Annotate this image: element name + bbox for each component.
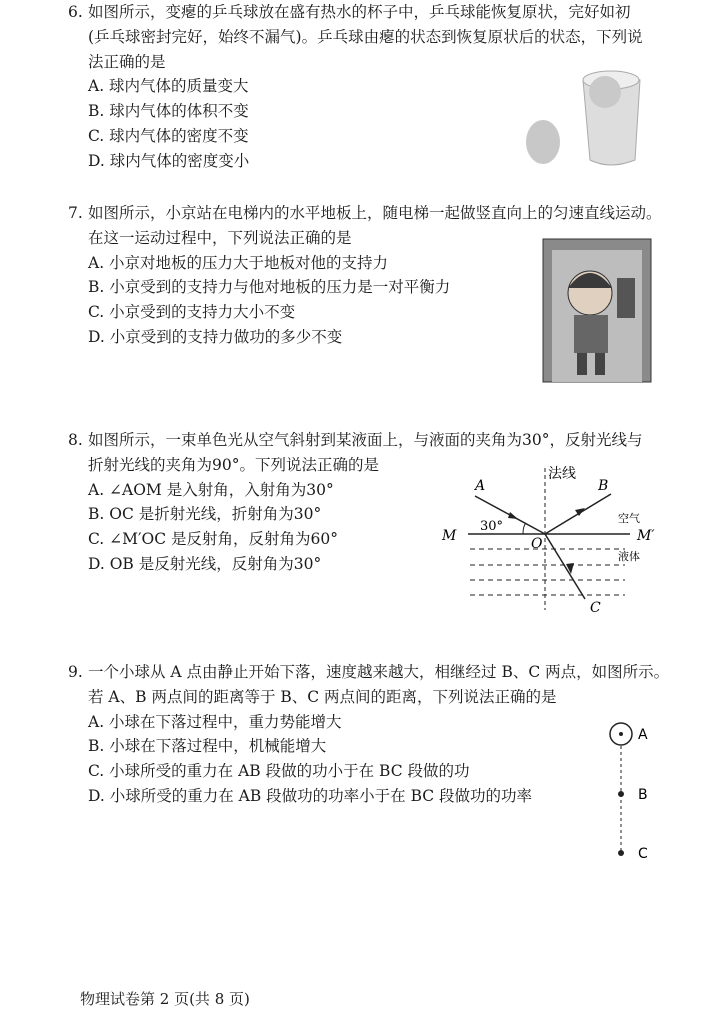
question-text: (乒乓球密封完好，始终不漏气)。乒乓球由瘪的状态到恢复原状后的状态，下列说 <box>88 27 643 46</box>
label-air: 空气 <box>618 512 640 525</box>
option-d: D. 球内气体的密度变小 <box>88 151 250 170</box>
question-number: 8. <box>68 431 83 449</box>
question-text: 如图所示，小京站在电梯内的水平地板上，随电梯一起做竖直向上的匀速直线运动。 <box>88 204 662 222</box>
refracted-ray <box>545 534 585 599</box>
question-text: 如图所示，变瘪的乒乓球放在盛有热水的杯子中，乒乓球能恢复原状，完好如初 <box>88 3 631 21</box>
question-number: 9. <box>68 663 83 681</box>
option-d: D. 小球所受的重力在 AB 段做功的功率小于在 BC 段做功的功率 <box>88 786 533 805</box>
question-text: 若 A、B 两点间的距离等于 B、C 两点间的距离，下列说法正确的是 <box>88 687 557 706</box>
pingpong-cup-photo <box>515 60 665 170</box>
option-c: C. 小京受到的支持力大小不变 <box>88 303 296 322</box>
label-angle: 30° <box>480 519 504 534</box>
option-a: A. 球内气体的质量变大 <box>88 77 249 96</box>
question-text: 在这一运动过程中，下列说法正确的是 <box>88 228 352 247</box>
label-liquid: 液体 <box>618 550 640 563</box>
falling-ball-diagram <box>600 720 670 865</box>
option-c: C. ∠M′OC 是反射角，反射角为60° <box>88 530 339 549</box>
question-number: 7. <box>68 204 83 222</box>
point-c-label: C <box>638 846 648 862</box>
option-a: A. 小京对地板的压力大于地板对他的支持力 <box>88 253 389 272</box>
option-c: C. 球内气体的密度不变 <box>88 126 249 145</box>
option-a: A. ∠AOM 是入射角，入射角为30° <box>88 480 334 499</box>
question-number: 6. <box>68 3 83 21</box>
question-text: 如图所示，一束单色光从空气斜射到某液面上，与液面的夹角为30°，反射光线与 <box>88 431 643 449</box>
option-b: B. 小球在下落过程中，机械能增大 <box>88 737 327 756</box>
page-footer: 物理试卷第 2 页(共 8 页) <box>80 990 250 1008</box>
question-text: 法正确的是 <box>88 52 166 71</box>
question-text: 一个小球从 A 点由静止开始下落，速度越来越大，相继经过 B、C 两点，如图所示。 <box>88 663 670 681</box>
point-b-label: B <box>638 787 648 803</box>
label-normal: 法线 <box>548 466 576 482</box>
option-a: A. 小球在下落过程中，重力势能增大 <box>88 712 342 731</box>
option-c: C. 小球所受的重力在 AB 段做的功小于在 BC 段做的功 <box>88 762 470 781</box>
label-o: O <box>531 536 543 552</box>
label-m: M <box>442 528 457 544</box>
question-text: 折射光线的夹角为90°。下列说法正确的是 <box>88 455 379 474</box>
elevator-boy-image <box>542 238 652 383</box>
option-b: B. 小京受到的支持力与他对地板的压力是一对平衡力 <box>88 278 451 297</box>
option-d: D. OB 是反射光线，反射角为30° <box>88 554 322 573</box>
light-refraction-diagram <box>430 460 690 620</box>
option-b: B. OC 是折射光线，折射角为30° <box>88 505 322 524</box>
label-a: A <box>475 478 486 494</box>
option-b: B. 球内气体的体积不变 <box>88 102 249 121</box>
point-a-label: A <box>638 727 648 743</box>
label-m-prime: M′ <box>637 528 655 544</box>
option-d: D. 小京受到的支持力做功的多少不变 <box>88 327 343 346</box>
label-c: C <box>590 600 601 616</box>
label-b: B <box>598 478 609 494</box>
